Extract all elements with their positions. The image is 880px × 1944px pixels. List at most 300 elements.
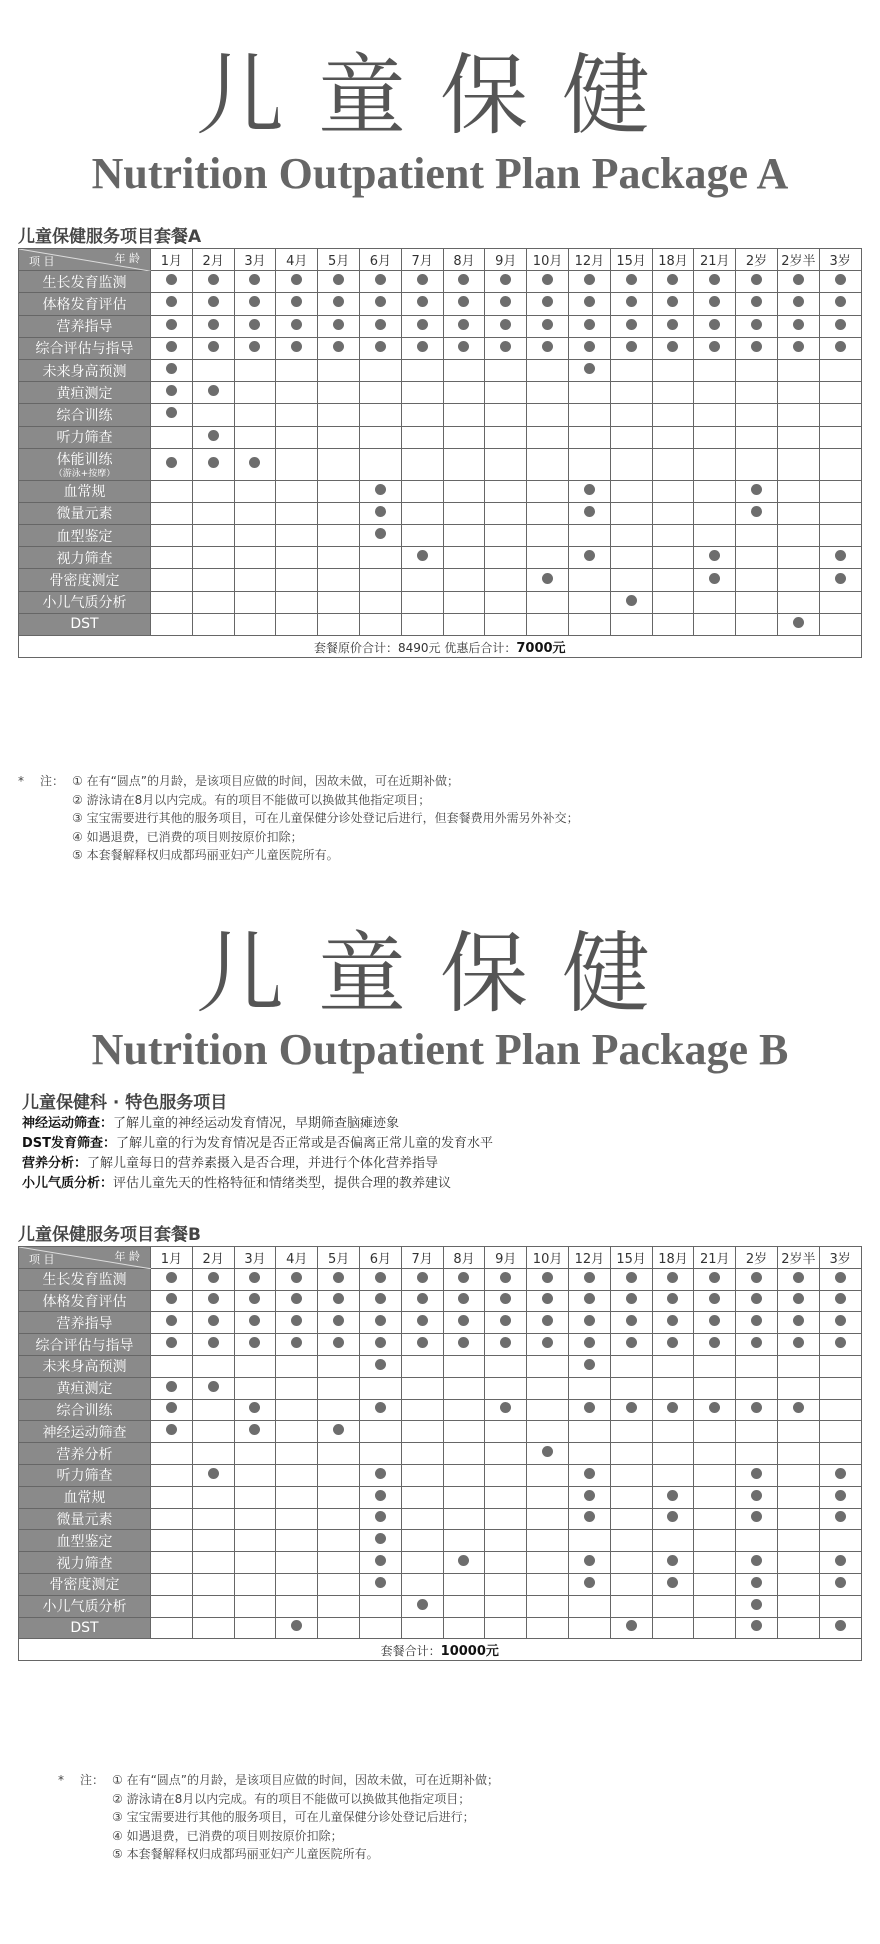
table-row <box>19 591 862 613</box>
scheduled-dot-icon <box>835 1555 846 1566</box>
scheduled-dot-icon <box>375 1315 386 1326</box>
scheduled-dot-icon <box>542 296 553 307</box>
schedule-cell <box>401 1399 443 1421</box>
schedule-cell <box>192 502 234 524</box>
schedule-cell <box>151 1421 193 1443</box>
row-label-cell <box>19 1399 151 1421</box>
age-header: 5月 <box>318 249 360 271</box>
scheduled-dot-icon <box>208 341 219 352</box>
scheduled-dot-icon <box>208 1293 219 1304</box>
scheduled-dot-icon <box>542 1315 553 1326</box>
schedule-cell <box>610 404 652 426</box>
scheduled-dot-icon <box>667 1555 678 1566</box>
table-row <box>19 359 862 381</box>
note-line: ② 游泳请在8月以内完成。有的项目不能做可以换做其他指定项目； <box>112 1791 471 1806</box>
scheduled-dot-icon <box>166 1402 177 1413</box>
schedule-cell <box>276 1508 318 1530</box>
schedule-cell <box>610 1595 652 1617</box>
table-row <box>19 525 862 547</box>
row-label-cell <box>19 271 151 293</box>
schedule-cell <box>485 404 527 426</box>
schedule-cell <box>736 382 778 404</box>
schedule-cell <box>694 1290 736 1312</box>
special-service-item <box>22 1134 493 1154</box>
schedule-cell <box>234 1530 276 1552</box>
scheduled-dot-icon <box>835 296 846 307</box>
schedule-cell <box>318 1421 360 1443</box>
schedule-cell <box>527 404 569 426</box>
schedule-cell <box>318 1573 360 1595</box>
scheduled-dot-icon <box>793 296 804 307</box>
scheduled-dot-icon <box>166 1337 177 1348</box>
schedule-cell <box>234 502 276 524</box>
special-service-desc: 评估儿童先天的性格特征和情绪类型，提供合理的教养建议 <box>113 1176 452 1191</box>
schedule-cell <box>359 315 401 337</box>
package-b-notes <box>58 1771 858 1881</box>
schedule-cell <box>736 613 778 635</box>
scheduled-dot-icon <box>249 1293 260 1304</box>
schedule-cell <box>443 1355 485 1377</box>
scheduled-dot-icon <box>458 1337 469 1348</box>
schedule-cell <box>318 337 360 359</box>
schedule-cell <box>568 1334 610 1356</box>
schedule-cell <box>736 1421 778 1443</box>
schedule-cell <box>151 337 193 359</box>
schedule-cell <box>819 502 861 524</box>
schedule-cell <box>318 448 360 480</box>
schedule-cell <box>652 1334 694 1356</box>
scheduled-dot-icon <box>584 1577 595 1588</box>
schedule-cell <box>777 382 819 404</box>
scheduled-dot-icon <box>333 274 344 285</box>
schedule-cell <box>527 1290 569 1312</box>
schedule-cell <box>401 448 443 480</box>
note-line: ③ 宝宝需要进行其他的服务项目，可在儿童保健分诊处登记后进行，但套餐费用外需另外补交； <box>72 811 579 826</box>
row-label: 未来身高预测 <box>42 1359 127 1376</box>
schedule-cell <box>276 1464 318 1486</box>
scheduled-dot-icon <box>584 1293 595 1304</box>
schedule-cell <box>401 502 443 524</box>
schedule-cell <box>192 547 234 569</box>
schedule-cell <box>485 1355 527 1377</box>
schedule-cell <box>359 426 401 448</box>
schedule-cell <box>234 1377 276 1399</box>
scheduled-dot-icon <box>626 1620 637 1631</box>
schedule-cell <box>694 1377 736 1399</box>
schedule-cell <box>819 1443 861 1465</box>
schedule-cell <box>151 1312 193 1334</box>
scheduled-dot-icon <box>667 319 678 330</box>
row-label: 视力筛查 <box>56 1555 113 1572</box>
age-header: 2岁半 <box>777 1247 819 1269</box>
schedule-cell <box>568 1377 610 1399</box>
schedule-cell <box>527 337 569 359</box>
scheduled-dot-icon <box>249 1315 260 1326</box>
schedule-cell <box>694 404 736 426</box>
schedule-cell <box>694 1399 736 1421</box>
scheduled-dot-icon <box>667 1337 678 1348</box>
scheduled-dot-icon <box>166 363 177 374</box>
schedule-cell <box>652 1290 694 1312</box>
row-label: 综合训练 <box>56 1402 113 1419</box>
scheduled-dot-icon <box>793 1337 804 1348</box>
schedule-cell <box>276 448 318 480</box>
schedule-cell <box>610 315 652 337</box>
schedule-cell <box>276 271 318 293</box>
schedule-cell <box>359 1334 401 1356</box>
total-row <box>19 1639 862 1661</box>
schedule-cell <box>652 1377 694 1399</box>
scheduled-dot-icon <box>166 274 177 285</box>
schedule-cell <box>527 359 569 381</box>
scheduled-dot-icon <box>249 457 260 468</box>
scheduled-dot-icon <box>458 1272 469 1283</box>
scheduled-dot-icon <box>542 319 553 330</box>
scheduled-dot-icon <box>458 296 469 307</box>
schedule-cell <box>151 1464 193 1486</box>
schedule-cell <box>777 547 819 569</box>
schedule-cell <box>610 1573 652 1595</box>
schedule-cell <box>819 1312 861 1334</box>
row-label-cell <box>19 591 151 613</box>
schedule-cell <box>234 1552 276 1574</box>
schedule-cell <box>652 1399 694 1421</box>
schedule-cell <box>736 1355 778 1377</box>
schedule-cell <box>736 1552 778 1574</box>
scheduled-dot-icon <box>166 1315 177 1326</box>
age-header: 2月 <box>192 1247 234 1269</box>
schedule-cell <box>736 525 778 547</box>
schedule-cell <box>234 1595 276 1617</box>
schedule-cell <box>151 293 193 315</box>
schedule-cell <box>652 525 694 547</box>
schedule-cell <box>610 448 652 480</box>
scheduled-dot-icon <box>458 341 469 352</box>
schedule-cell <box>318 382 360 404</box>
scheduled-dot-icon <box>291 296 302 307</box>
schedule-cell <box>819 613 861 635</box>
schedule-cell <box>485 1617 527 1639</box>
schedule-cell <box>485 1443 527 1465</box>
schedule-cell <box>610 1268 652 1290</box>
scheduled-dot-icon <box>584 363 595 374</box>
schedule-cell <box>819 1399 861 1421</box>
row-label-note: （游泳+按摩） <box>53 469 116 480</box>
schedule-cell <box>276 1486 318 1508</box>
schedule-cell <box>276 1617 318 1639</box>
scheduled-dot-icon <box>166 296 177 307</box>
schedule-cell <box>777 1290 819 1312</box>
age-header: 2月 <box>192 249 234 271</box>
schedule-cell <box>318 293 360 315</box>
note-line: ④ 如遇退费，已消费的项目则按原价扣除； <box>112 1828 343 1843</box>
schedule-cell <box>276 613 318 635</box>
scheduled-dot-icon <box>751 274 762 285</box>
row-label-cell <box>19 1268 151 1290</box>
schedule-cell <box>694 293 736 315</box>
schedule-cell <box>151 591 193 613</box>
schedule-cell <box>568 271 610 293</box>
scheduled-dot-icon <box>667 1315 678 1326</box>
row-label: 黄疸测定 <box>56 1381 113 1398</box>
schedule-cell <box>694 426 736 448</box>
row-label: 营养分析 <box>56 1446 113 1463</box>
notes-prefix: 注： <box>40 774 65 788</box>
age-header: 7月 <box>401 249 443 271</box>
schedule-cell <box>610 1290 652 1312</box>
schedule-cell <box>527 1334 569 1356</box>
schedule-cell <box>276 1573 318 1595</box>
note-line: ③ 宝宝需要进行其他的服务项目，可在儿童保健分诊处登记后进行； <box>112 1810 475 1825</box>
schedule-cell <box>777 448 819 480</box>
schedule-cell <box>192 1312 234 1334</box>
scheduled-dot-icon <box>584 506 595 517</box>
scheduled-dot-icon <box>417 296 428 307</box>
schedule-cell <box>819 1268 861 1290</box>
schedule-cell <box>777 1399 819 1421</box>
scheduled-dot-icon <box>375 1359 386 1370</box>
schedule-cell <box>610 1421 652 1443</box>
scheduled-dot-icon <box>166 407 177 418</box>
header-corner-cell <box>19 1247 151 1269</box>
scheduled-dot-icon <box>667 341 678 352</box>
table-row <box>19 1508 862 1530</box>
scheduled-dot-icon <box>542 274 553 285</box>
schedule-cell <box>652 480 694 502</box>
schedule-cell <box>276 1377 318 1399</box>
schedule-cell <box>652 1421 694 1443</box>
schedule-cell <box>234 613 276 635</box>
scheduled-dot-icon <box>835 1490 846 1501</box>
scheduled-dot-icon <box>584 484 595 495</box>
schedule-cell <box>318 1443 360 1465</box>
schedule-cell <box>819 1290 861 1312</box>
schedule-cell <box>610 1443 652 1465</box>
scheduled-dot-icon <box>249 1272 260 1283</box>
schedule-cell <box>819 1552 861 1574</box>
scheduled-dot-icon <box>417 1293 428 1304</box>
schedule-cell <box>359 613 401 635</box>
scheduled-dot-icon <box>333 1424 344 1435</box>
schedule-cell <box>652 1355 694 1377</box>
schedule-cell <box>694 1617 736 1639</box>
schedule-cell <box>736 1377 778 1399</box>
schedule-cell <box>777 1355 819 1377</box>
special-services-list <box>22 1114 493 1194</box>
schedule-cell <box>401 1552 443 1574</box>
schedule-cell <box>192 426 234 448</box>
schedule-cell <box>234 293 276 315</box>
schedule-cell <box>151 1268 193 1290</box>
age-header: 18月 <box>652 249 694 271</box>
schedule-cell <box>318 315 360 337</box>
scheduled-dot-icon <box>751 341 762 352</box>
scheduled-dot-icon <box>793 274 804 285</box>
schedule-cell <box>568 426 610 448</box>
schedule-cell <box>485 1399 527 1421</box>
scheduled-dot-icon <box>751 1599 762 1610</box>
scheduled-dot-icon <box>709 573 720 584</box>
schedule-cell <box>819 1421 861 1443</box>
schedule-cell <box>652 382 694 404</box>
scheduled-dot-icon <box>208 274 219 285</box>
schedule-cell <box>610 480 652 502</box>
schedule-cell <box>318 1595 360 1617</box>
schedule-cell <box>527 426 569 448</box>
schedule-cell <box>819 1486 861 1508</box>
row-label-cell <box>19 1552 151 1574</box>
schedule-cell <box>736 1443 778 1465</box>
scheduled-dot-icon <box>208 1272 219 1283</box>
schedule-cell <box>359 1399 401 1421</box>
row-label-cell <box>19 1508 151 1530</box>
schedule-cell <box>443 1334 485 1356</box>
schedule-cell <box>443 1573 485 1595</box>
row-label: 血常规 <box>63 1490 106 1507</box>
schedule-cell <box>777 426 819 448</box>
schedule-cell <box>234 1312 276 1334</box>
schedule-cell <box>652 1443 694 1465</box>
schedule-cell <box>151 480 193 502</box>
schedule-cell <box>234 404 276 426</box>
schedule-cell <box>234 315 276 337</box>
schedule-cell <box>151 1617 193 1639</box>
schedule-cell <box>694 547 736 569</box>
row-label: DST <box>70 1619 99 1636</box>
scheduled-dot-icon <box>166 341 177 352</box>
schedule-cell <box>527 480 569 502</box>
age-header: 8月 <box>443 249 485 271</box>
schedule-cell <box>777 502 819 524</box>
scheduled-dot-icon <box>208 1337 219 1348</box>
table-row <box>19 382 862 404</box>
age-header: 6月 <box>359 1247 401 1269</box>
age-header: 1月 <box>151 249 193 271</box>
schedule-cell <box>401 337 443 359</box>
schedule-cell <box>359 1486 401 1508</box>
scheduled-dot-icon <box>333 296 344 307</box>
schedule-cell <box>318 1334 360 1356</box>
row-label: 营养指导 <box>56 1315 113 1332</box>
schedule-cell <box>192 480 234 502</box>
schedule-cell <box>819 525 861 547</box>
schedule-cell <box>736 1312 778 1334</box>
age-header: 5月 <box>318 1247 360 1269</box>
row-label-cell <box>19 1486 151 1508</box>
row-label: 视力筛查 <box>56 550 113 567</box>
schedule-cell <box>318 591 360 613</box>
scheduled-dot-icon <box>417 341 428 352</box>
schedule-cell <box>443 591 485 613</box>
scheduled-dot-icon <box>375 1555 386 1566</box>
schedule-cell <box>151 1486 193 1508</box>
schedule-cell <box>359 1617 401 1639</box>
schedule-cell <box>819 1595 861 1617</box>
schedule-cell <box>610 271 652 293</box>
schedule-cell <box>443 502 485 524</box>
row-label: 血常规 <box>63 484 106 501</box>
row-label-cell <box>19 315 151 337</box>
scheduled-dot-icon <box>835 1315 846 1326</box>
schedule-cell <box>443 1290 485 1312</box>
schedule-cell <box>443 426 485 448</box>
special-services-title: 儿童保健科 · 特色服务项目 <box>22 1093 228 1113</box>
scheduled-dot-icon <box>626 1272 637 1283</box>
age-header: 12月 <box>568 249 610 271</box>
schedule-cell <box>568 591 610 613</box>
schedule-cell <box>485 1290 527 1312</box>
schedule-cell <box>276 382 318 404</box>
schedule-cell <box>401 547 443 569</box>
scheduled-dot-icon <box>166 1424 177 1435</box>
schedule-cell <box>443 1464 485 1486</box>
schedule-cell <box>777 1617 819 1639</box>
row-label: 微量元素 <box>56 506 113 523</box>
schedule-cell <box>318 1312 360 1334</box>
schedule-cell <box>359 271 401 293</box>
scheduled-dot-icon <box>626 1315 637 1326</box>
schedule-cell <box>151 613 193 635</box>
schedule-cell <box>485 1464 527 1486</box>
scheduled-dot-icon <box>375 341 386 352</box>
schedule-cell <box>610 1508 652 1530</box>
schedule-cell <box>234 1399 276 1421</box>
schedule-cell <box>819 569 861 591</box>
age-header: 8月 <box>443 1247 485 1269</box>
schedule-cell <box>652 1312 694 1334</box>
row-label: 血型鉴定 <box>56 1533 113 1550</box>
schedule-cell <box>401 1377 443 1399</box>
scheduled-dot-icon <box>458 1315 469 1326</box>
schedule-cell <box>777 337 819 359</box>
age-header: 15月 <box>610 249 652 271</box>
scheduled-dot-icon <box>835 341 846 352</box>
scheduled-dot-icon <box>584 341 595 352</box>
schedule-cell <box>610 359 652 381</box>
scheduled-dot-icon <box>375 506 386 517</box>
schedule-cell <box>527 525 569 547</box>
scheduled-dot-icon <box>249 1402 260 1413</box>
schedule-cell <box>652 1464 694 1486</box>
scheduled-dot-icon <box>542 573 553 584</box>
age-header: 10月 <box>527 1247 569 1269</box>
schedule-cell <box>401 426 443 448</box>
row-label-cell <box>19 525 151 547</box>
schedule-cell <box>610 569 652 591</box>
schedule-cell <box>568 1573 610 1595</box>
row-label: 营养指导 <box>56 319 113 336</box>
schedule-cell <box>568 480 610 502</box>
scheduled-dot-icon <box>709 319 720 330</box>
scheduled-dot-icon <box>375 319 386 330</box>
schedule-cell <box>443 1268 485 1290</box>
scheduled-dot-icon <box>417 1272 428 1283</box>
schedule-cell <box>401 1595 443 1617</box>
schedule-cell <box>485 591 527 613</box>
total-cell <box>19 636 862 658</box>
schedule-cell <box>694 1552 736 1574</box>
scheduled-dot-icon <box>375 1402 386 1413</box>
row-label: 骨密度测定 <box>49 1577 120 1594</box>
schedule-cell <box>151 547 193 569</box>
schedule-cell <box>318 1290 360 1312</box>
schedule-cell <box>192 1595 234 1617</box>
schedule-cell <box>401 1464 443 1486</box>
scheduled-dot-icon <box>626 274 637 285</box>
schedule-cell <box>401 315 443 337</box>
schedule-cell <box>443 382 485 404</box>
schedule-cell <box>443 1486 485 1508</box>
